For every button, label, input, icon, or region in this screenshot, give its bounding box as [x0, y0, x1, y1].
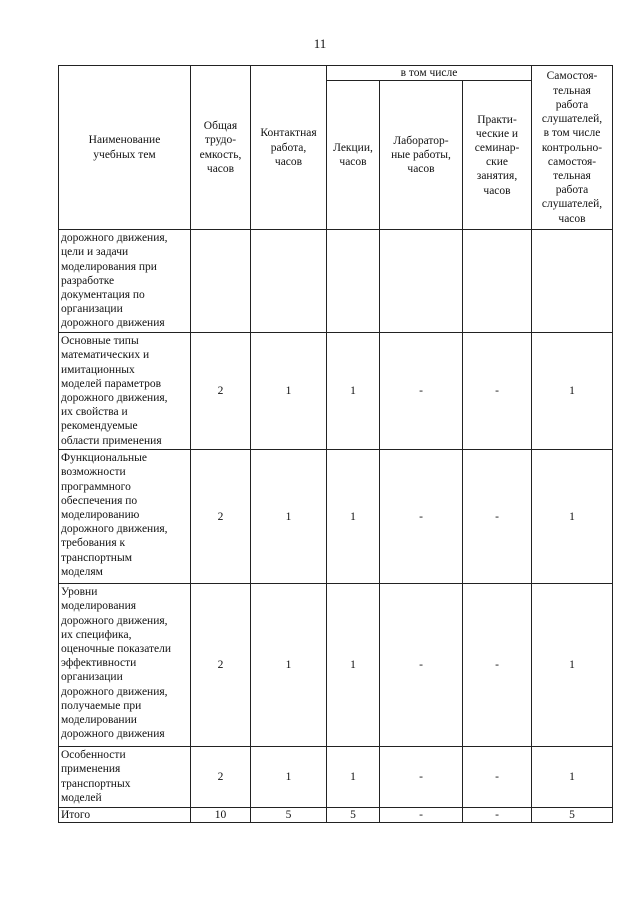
- header-lectures: Лекции, часов: [327, 81, 380, 230]
- table-row: [59, 584, 613, 747]
- cell-lectures: 1: [327, 747, 380, 808]
- table-row: [59, 230, 613, 333]
- header-total-hours: Общая трудо- емкость, часов: [191, 66, 251, 230]
- header-group-including: в том числе: [327, 66, 532, 81]
- cell-labs: -: [380, 747, 463, 808]
- cell-labs: -: [380, 584, 463, 747]
- table-row: [59, 333, 613, 450]
- cell-lectures: 1: [327, 450, 380, 584]
- cell-practice: -: [463, 333, 532, 450]
- cell-contact-hours: 1: [251, 584, 327, 747]
- total-labs: -: [380, 808, 463, 823]
- total-label: Итого: [59, 808, 191, 823]
- header-topic-name: Наименование учебных тем: [59, 66, 191, 230]
- total-practice: -: [463, 808, 532, 823]
- cell-practice: -: [463, 747, 532, 808]
- cell-total-hours: 2: [191, 747, 251, 808]
- total-lectures: 5: [327, 808, 380, 823]
- cell-lectures: 1: [327, 584, 380, 747]
- cell-self-work: 1: [532, 450, 613, 584]
- topic-name: Особенности применения транспортных моделей: [59, 747, 191, 808]
- cell-practice: -: [463, 450, 532, 584]
- cell-contact-hours: [251, 230, 327, 333]
- cell-practice: -: [463, 584, 532, 747]
- table-row: [59, 450, 613, 584]
- header-practice: Практи- ческие и семинар- ские занятия, часов: [463, 81, 532, 230]
- cell-self-work: 1: [532, 333, 613, 450]
- cell-contact-hours: 1: [251, 450, 327, 584]
- cell-labs: -: [380, 333, 463, 450]
- cell-total-hours: 2: [191, 450, 251, 584]
- page-number: 11: [313, 36, 327, 51]
- topic-name: дорожного движения, цели и задачи моделирования при разработке документация по организации дорожного движения: [59, 230, 191, 333]
- topic-name: Уровни моделирования дорожного движения, их специфика, оценочные показатели эффективности организации дорожного движения, получаемые при моделировании дорожного движения: [59, 584, 191, 747]
- cell-self-work: [532, 230, 613, 333]
- total-contact-hours: 5: [251, 808, 327, 823]
- cell-labs: [380, 230, 463, 333]
- cell-total-hours: [191, 230, 251, 333]
- total-hours: 10: [191, 808, 251, 823]
- header-contact-hours: Контактная работа, часов: [251, 66, 327, 230]
- total-self-work: 5: [532, 808, 613, 823]
- cell-self-work: 1: [532, 747, 613, 808]
- cell-contact-hours: 1: [251, 333, 327, 450]
- cell-practice: [463, 230, 532, 333]
- cell-contact-hours: 1: [251, 747, 327, 808]
- topic-name: Основные типы математических и имитационных моделей параметров дорожного движения, их свойства и рекомендуемые области применения: [59, 333, 191, 450]
- cell-self-work: 1: [532, 584, 613, 747]
- table-row: [59, 747, 613, 808]
- cell-labs: -: [380, 450, 463, 584]
- curriculum-table: [58, 65, 613, 823]
- topic-name: Функциональные возможности программного обеспечения по моделированию дорожного движения, требования к транспортным моделям: [59, 450, 191, 584]
- cell-total-hours: 2: [191, 584, 251, 747]
- cell-lectures: 1: [327, 333, 380, 450]
- cell-lectures: [327, 230, 380, 333]
- cell-total-hours: 2: [191, 333, 251, 450]
- header-labs: Лаборатор- ные работы, часов: [380, 81, 463, 230]
- header-self-work: Самостоя- тельная работа слушателей, в том числе контрольно- самостоя- тельная работа слушателей, часов: [532, 66, 613, 230]
- total-row: [59, 808, 613, 823]
